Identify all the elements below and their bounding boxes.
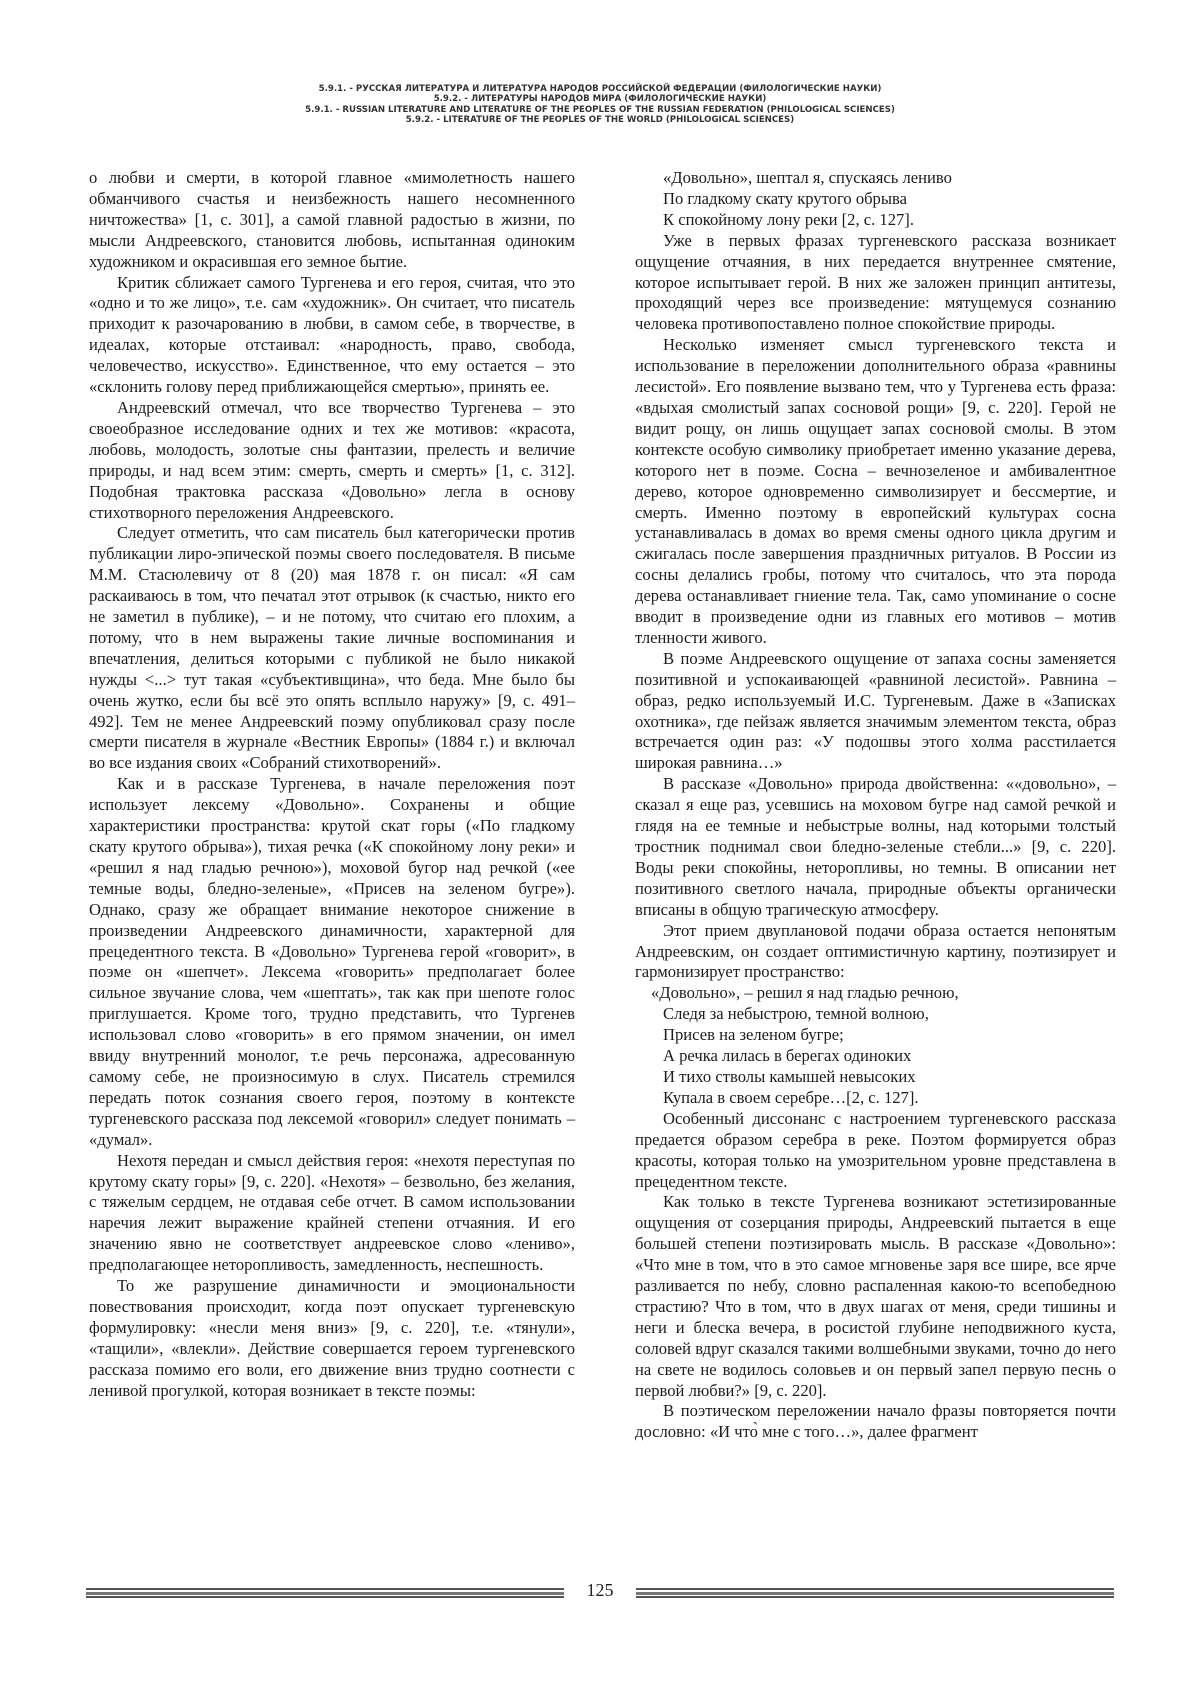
left-column — [89, 168, 575, 1401]
header-line: 5.9.2. - ЛИТЕРАТУРЫ НАРОДОВ МИРА (ФИЛОЛОГИЧЕСКИЕ НАУКИ) — [433, 94, 767, 105]
verse-line: Присев на зеленом бугре; — [663, 1025, 844, 1045]
paragraph: Критик сближает самого Тургенева и его героя, считая, что это «одно и то же лицо», т.е. сам «художник». Он считает, что писатель приходит к разочарованию в любви, в самом себе, в творчестве, в идеалах, которые отстаивал: «народность, право, свобода, человечество, искусство». Единственное, что ему остается – это «склонить голову перед приближающейся смертью», принять ее. — [89, 272, 575, 397]
page-number: 125 — [586, 1580, 614, 1600]
paragraph: Следует отметить, что сам писатель был категорически против публикации лиро-эпической поэмы своего последователя. В письме М.М. Стасюлевичу от 8 (20) мая 1878 г. он писал: «Я сам раскаиваюсь в том, что печатал этот отрывок (к счастью, никто его не заметил в публике), – и не потому, что считаю его плохим, а потому, что в нем выражены такие личные воспоминания и впечатления, делиться которыми с публикой не было никакой нужды <...> тут такая «субъективщина», что беда. Мне было бы очень жутко, если бы всё это опять всплыло наружу» [9, с. 491–492]. Тем не менее Андреевский поэму опубликовал сразу после смерти писателя в журнале «Вестник Европы» (1884 г.) и включал во все издания своих «Собраний стихотворений». — [89, 523, 575, 773]
paragraph: В рассказе «Довольно» природа двойственна: ««довольно», – сказал я еще раз, усевшись на моховом бугре над самой речкой и глядя на ее темные и небыстрые волны, над которыми толстый тростник поднимал свои бледно-зеленые стебли...» [9, с. 220]. Воды реки спокойны, неторопливы, но темны. В описании нет позитивного светлого начала, природные объекты органически вписаны в общую трагическую атмосферу. — [635, 774, 1116, 919]
header-line: 5.9.1. - РУССКАЯ ЛИТЕРАТУРА И ЛИТЕРАТУРА НАРОДОВ РОССИЙСКОЙ ФЕДЕРАЦИИ (ФИЛОЛОГИЧЕСКИЕ НАУКИ) — [318, 84, 882, 94]
header-line: 5.9.2. - LITERATURE OF THE PEOPLES OF THE WORLD (PHILOLOGICAL SCIENCES) — [405, 115, 795, 126]
paragraph: Андреевский отмечал, что все творчество Тургенева – это своеобразное исследование одних и тех же мотивов: «красота, любовь, молодость, золотые сны фантазии, прелесть и величие природы, и над всем этим: смерть, смерть и смерть» [1, с. 312]. Подобная трактовка рассказа «Довольно» легла в основу стихотворного переложения Андреевского. — [89, 397, 575, 522]
paragraph: То же разрушение динамичности и эмоциональности повествования происходит, когда поэт опускает тургеневскую формулировку: «несли меня вниз» [9, с. 220], т.е. «тянули», «тащили», «влекли». Действие совершается героем тургеневского рассказа помимо его воли, его движение вниз трудно соотнести с ленивой прогулкой, которая возникает в тексте поэмы: — [89, 1276, 575, 1400]
paragraph: Уже в первых фразах тургеневского рассказа возникает ощущение отчаяния, в них передается внутреннее смятение, которое испытывает герой. В них же заложен принцип антитезы, проходящий через все произведение: мятущемуся сознанию человека противопоставлено полное спокойствие природы. — [635, 230, 1116, 334]
verse-line: По гладкому скату крутого обрыва — [663, 188, 907, 208]
paragraph: Как и в рассказе Тургенева, в начале переложения поэт использует лексему «Довольно». Сохранены и общие характеристики пространства: крутой скат горы («По гладкому скату крутого обрыва»), тихая речка («К спокойному лону реки» и «решил я над гладью речною»), моховой бугор над речкой («ее темные воды, бледно-зеленые», «Присев на зеленом бугре»). Однако, сразу же обращает внимание некоторое снижение в произведении Андреевского динамичности, характерной для прецедентного текста. В «Довольно» Тургенева герой «говорит», в поэме он «шепчет». Лексема «говорить» предполагает более сильное звучание слова, чем «шептать», так как при шепоте голос приглушается. Кроме того, трудно представить, что Тургенев использовал слово «говорить» в его прямом значении, он имел ввиду внутренний монолог, т.е речь персонажа, адресованную самому себе, не произносимую в слух. Писатель стремился передать поток сознания своего героя, поэтому в контексте тургеневского рассказа под лексемой «говорил» следует понимать – «думал». — [89, 774, 575, 1149]
paragraph: В поэме Андреевского ощущение от запаха сосны заменяется позитивной и успокаивающей «равниной лесистой». Равнина – образ, редко используемый И.С. Тургеневым. Даже в «Записках охотника», где пейзаж является значимым элементом текста, образ встречается один раз: «У подошвы этого холма расстилается широкая равнина…» — [635, 648, 1116, 773]
verse-line: «Довольно», шептал я, спускаясь лениво — [663, 168, 952, 187]
paragraph: Особенный диссонанс с настроением тургеневского рассказа предается образом серебра в реке. Поэтом формируется образ красоты, которая только на умозрительном уровне представлена в прецедентном тексте. — [635, 1108, 1116, 1191]
paragraph: Как только в тексте Тургенева возникают эстетизированные ощущения от созерцания природы, Андреевский пытается в еще большей степени поэтизировать мысль. В рассказе «Довольно»: «Что мне в том, что в это самое мгновенье заря все шире, все ярче разливается по небу, словно распаленная какою-то всепобедною страстию? Что в том, что в двух шагах от меня, среди тишины и неги и блеска вечера, в росистой глубине неподвижного куста, соловей вдруг сказался такими волшебными звуками, точно до него на свете не водилось соловьев и он первый запел первую песнь о первой любви?» [9, с. 220]. — [635, 1192, 1116, 1400]
verse-line: И тихо стволы камышей невысоких — [663, 1066, 916, 1086]
paragraph: Нехотя передан и смысл действия героя: «нехотя переступая по крутому скату горы» [9, с. 220]. «Нехотя» – безвольно, без желания, с тяжелым сердцем, не отдавая себе отчет. В самом использовании наречия лежит выражение крайней степени отчаяния. И его значению явно не соответствует андреевское слово «лениво», предполагающее неторопливость, замедленность, неспешность. — [89, 1150, 575, 1275]
verse-line: «Довольно», – решил я над гладью речною, — [651, 983, 959, 1003]
right-column — [635, 168, 1116, 1443]
running-header — [0, 84, 1200, 126]
verse-line: А речка лилась в берегах одиноких — [663, 1046, 912, 1066]
verse-line: Купала в своем серебре…[2, с. 127]. — [663, 1087, 919, 1107]
verse-line: Следя за небыстрою, темной волною, — [663, 1004, 929, 1024]
header-line: 5.9.1. - RUSSIAN LITERATURE AND LITERATURE OF THE PEOPLES OF THE RUSSIAN FEDERATION (PHILOLOGICAL SCIENCES) — [305, 104, 895, 115]
paragraph: В поэтическом переложении начало фразы повторяется почти дословно: «И что̀ мне с того…», далее фрагмент — [635, 1401, 1116, 1442]
paragraph: Несколько изменяет смысл тургеневского текста и использование в переложении дополнительного образа «равнины лесистой». Его появление вызвано тем, что у Тургенева есть фраза: «вдыхая смолистый запах сосновой рощи» [9, с. 220]. Герой не видит рощу, он лишь ощущает запах сосновой смолы. В этом контексте особую символику приобретает именно указание дерева, которого нет в поэме. Сосна – вечнозеленое и амбивалентное дерево, которое одновременно символизирует и бессмертие, и смерть. Именно поэтому в европейский культурах сосна устанавливалась в домах во время смены одного цикла другим и сжигалась после завершения праздничных ритуалов. В России из сосны делались гробы, потому что считалось, что эта порода дерева останавливает гниение тела. Так, само упоминание о сосне вводит в произведение одни из главных его мотивов – мотив тленности живого. — [635, 335, 1116, 647]
paragraph: Этот прием двуплановой подачи образа остается непонятым Андреевским, он создает оптимистичную картину, поэтизирует и гармонизирует пространство: — [635, 920, 1116, 982]
page-footer — [0, 1580, 1200, 1620]
paragraph: о любви и смерти, в которой главное «мимолетность нашего обманчивого счастья и неизбежность нашего несомненного ничтожества» [1, с. 301], а самой главной радостью в жизни, по мысли Андреевского, становится любовь, испытанная одиноким художником и окрасившая его земное бытие. — [89, 168, 575, 271]
verse-line: К спокойному лону реки [2, с. 127]. — [663, 209, 914, 229]
footer-rule-right — [636, 1588, 1114, 1597]
